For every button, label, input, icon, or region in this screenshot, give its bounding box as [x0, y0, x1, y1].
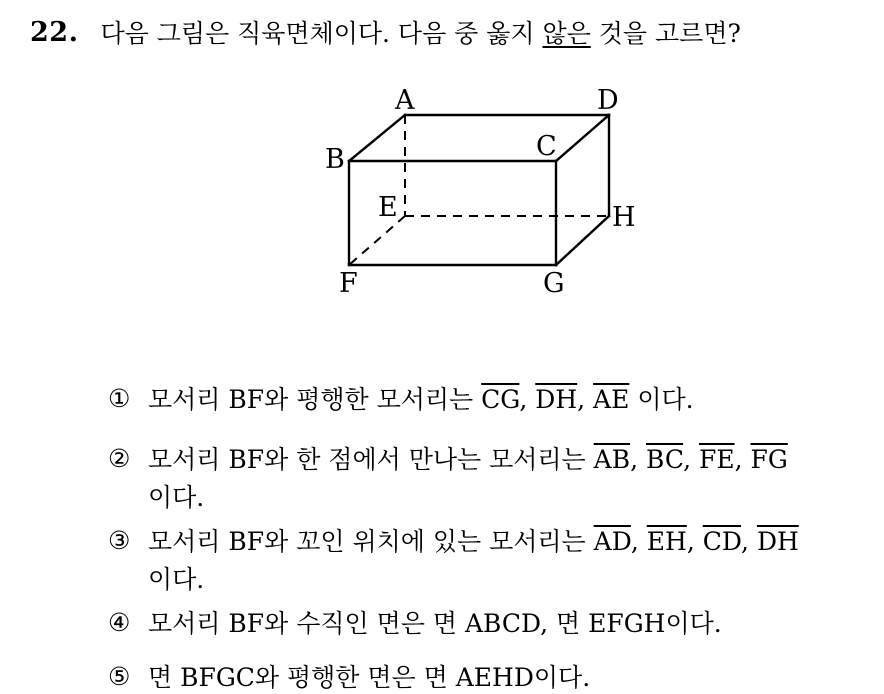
segment-label: $\overline{EH}$: [646, 527, 687, 556]
edge-DC: [556, 115, 609, 161]
segment-label: $\overline{BC}$: [646, 445, 684, 474]
segment-label: $\overline{DH}$: [535, 385, 578, 414]
segment-label: $\overline{DH}$: [756, 527, 799, 556]
option-number: ③: [108, 525, 131, 555]
option-prefix: 모서리 BF와 꼬인 위치에 있는 모서리는: [148, 527, 594, 556]
segment-label: $\overline{CG}$: [481, 385, 520, 414]
question-text-before: 다음 그림은 직육면체이다. 다음 중 옳지: [100, 19, 543, 48]
option-number: ④: [108, 607, 131, 637]
segment-label: $\overline{AE}$: [593, 385, 630, 414]
option-text: 모서리 BF와 수직인 면은 면 ABCD, 면 EFGH이다.: [148, 609, 722, 638]
option-1[interactable]: [108, 380, 694, 416]
edge-HG: [556, 216, 609, 265]
vertex-label-E: E: [378, 192, 398, 223]
option-number: ⑤: [108, 661, 131, 691]
edge-EF: [349, 216, 405, 265]
edge-AB: [349, 115, 405, 161]
option-text: 모서리 BF와 한 점에서 만나는 모서리는 $\overline{AB}$, $\overline{BC}$, $\overline{FE}$, $\overline{FG}$: [148, 445, 788, 474]
option-number: ①: [108, 383, 131, 413]
option-prefix: 모서리 BF와 평행한 모서리는: [148, 385, 482, 414]
option-text: 모서리 BF와 꼬인 위치에 있는 모서리는 $\overline{AD}$, $\overline{EH}$, $\overline{CD}$, $\overline{DH}$: [148, 527, 799, 556]
option-2[interactable]: [108, 440, 788, 476]
segment-label: $\overline{AB}$: [593, 445, 631, 474]
option-text: 면 BFGC와 평행한 면은 면 AEHD이다.: [148, 663, 591, 692]
option-text: 모서리 BF와 평행한 모서리는 $\overline{CG}$, $\overline{DH}$, $\overline{AE}$ 이다.: [148, 385, 694, 414]
segment-label: $\overline{FE}$: [698, 445, 735, 474]
option-3[interactable]: [108, 522, 799, 558]
question-text-after: 것을 고르면?: [590, 19, 741, 48]
option-number: ②: [108, 443, 131, 473]
vertex-label-H: H: [612, 202, 636, 233]
segment-label: $\overline{AD}$: [593, 527, 631, 556]
vertex-label-G: G: [543, 268, 565, 299]
option-prefix: 모서리 BF와 한 점에서 만나는 모서리는: [148, 445, 594, 474]
option-4[interactable]: [108, 604, 722, 640]
vertex-label-F: F: [339, 268, 358, 299]
segment-label: $\overline{CD}$: [702, 527, 742, 556]
vertex-label-B: B: [325, 144, 345, 175]
option-suffix: 이다.: [637, 385, 694, 414]
option-3-continuation: 이다.: [148, 565, 205, 594]
segment-label: $\overline{FG}$: [750, 445, 788, 474]
vertex-label-A: A: [395, 85, 415, 116]
option-2-continuation: 이다.: [148, 483, 205, 512]
vertex-label-D: D: [597, 85, 619, 116]
vertex-label-C: C: [536, 131, 557, 162]
question-number: 22.: [30, 16, 79, 48]
question-text-underlined: 않은: [542, 19, 591, 48]
